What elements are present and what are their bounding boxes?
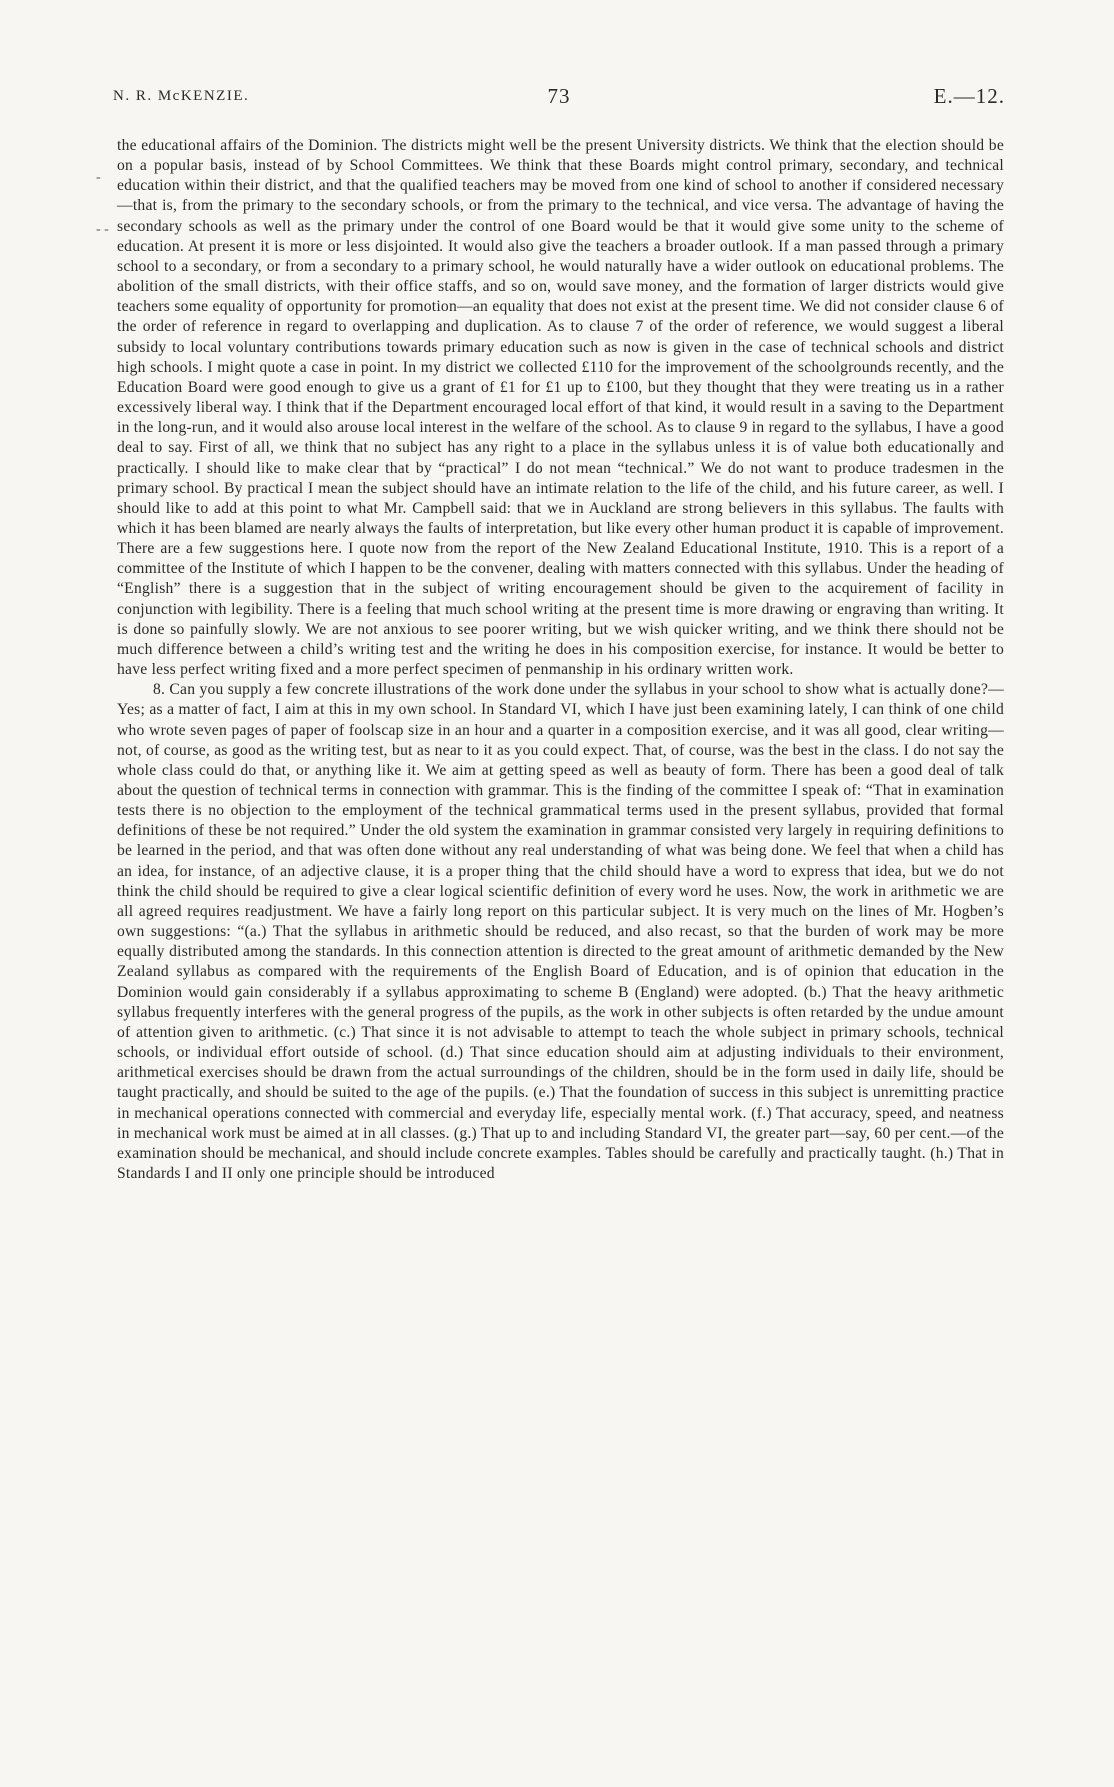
report-code: E.—12. xyxy=(933,84,1005,108)
paragraph: 8. Can you supply a few concrete illustrations of the work done under the syllabus in your school to show what is actually done?—Yes; as a matter of fact, I aim at this in my own school. In Standard VI, which I have just been examining lately, I can think of one child who wrote seven pages of paper of foolscap size in an hour and a quarter in a composition exercise, and it was all good, clear writing—not, of course, as good as the writing test, but as near to it as you could expect. That, of course, was the best in the class. I do not say the whole class could do that, or anything like it. We aim at getting speed as well as beauty of form. There has been a good deal of talk about the question of technical terms in connection with grammar. This is the finding of the committee I speak of: “That in examination tests there is no objection to the employment of the technical grammatical terms used in the present syllabus, provided that formal definitions of these be not required.” Under the old system the examination in grammar consisted very largely in requiring definitions to be learned in the period, and that was often done without any real understanding of what was being done. We feel that when a child has an idea, for instance, of an adjective clause, it is a proper thing that the child should have a word to express that idea, but we do not think the child should be required to give a clear logical scientific definition of every word he uses. Now, the work in arithmetic we are all agreed requires readjustment. We have a fairly long report on this particular subject. It is very much on the lines of Mr. Hogben’s own suggestions: “(a.) That the syllabus in arithmetic should be reduced, and also recast, so that the burden of work may be more equally distributed among the standards. In this connection attention is directed to the great amount of arithmetic demanded by the New Zealand syllabus as compared with the requirements of the English Board of Education, and is of opinion that education in the Dominion would gain considerably if a syllabus approximating to scheme B (England) were adopted. (b.) That the heavy arithmetic syllabus frequently interferes with the general progress of the pupils, as the work in other subjects is often retarded by the undue amount of attention given to arithmetic. (c.) That since it is not advisable to attempt to teach the whole subject in primary schools, technical schools, or individual effort outside of school. (d.) That since education should aim at adjusting individuals to their environment, arithmetical exercises should be drawn from the actual surroundings of the children, should be in the form used in daily life, should be taught practically, and should be suited to the age of the pupils. (e.) That the foundation of success in this subject is unremitting practice in mechanical operations connected with commercial and everyday life, especially mental work. (f.) That accuracy, speed, and neatness in mechanical work must be aimed at in all classes. (g.) That up to and including Standard VI, the greater part—say, 60 per cent.—of the examination should be mechanical, and should include concrete examples. Tables should be carefully and practically taught. (h.) That in Standards I and II only one principle should be introduced xyxy=(117,681,1004,1182)
page-number: 73 xyxy=(547,84,571,108)
paragraph: the educational affairs of the Dominion. The districts might well be the present University districts. We think that the election should be on a popular basis, instead of by School Committees. We think that these Boards might control primary, secondary, and technical education within their district, and that the qualified teachers may be moved from one kind of school to another if considered necessary—that is, from the primary to the secondary schools, or from the primary to the technical, and vice versa. The advantage of having the secondary schools as well as the primary under the control of one Board would be that it would give some unity to the scheme of education. At present it is more or less disjointed. It would also give the teachers a broader outlook. If a man passed through a primary school to a secondary, or from a secondary to a primary school, he would naturally have a wider outlook on educational problems. The abolition of the small districts, with their office staffs, and so on, would save money, and the formation of larger districts would give teachers some equality of opportunity for promotion—an equality that does not exist at the present time. We did not consider clause 6 of the order of reference in regard to overlapping and duplication. As to clause 7 of the order of reference, we would suggest a liberal subsidy to local voluntary contributions towards primary education such as now is given in the case of technical schools and district high schools. I might quote a case in point. In my district we collected £110 for the improvement of the schoolgrounds recently, and the Education Board were good enough to give us a grant of £1 for £1 up to £100, but they thought that they were treating us in a rather excessively liberal way. I think that if the Department encouraged local effort of that kind, it would result in a saving to the Department in the long-run, and it would also arouse local interest in the welfare of the school. As to clause 9 in regard to the syllabus, I have a good deal to say. First of all, we think that no subject has any right to a place in the syllabus unless it is of value both educationally and practically. I should like to make clear that by “practical” I do not mean “technical.” We do not want to produce tradesmen in the primary school. By practical I mean the subject should have an intimate relation to the life of the child, and his future career, as well. I should like to add at this point to what Mr. Campbell said: that we in Auckland are strong believers in this syllabus. The faults with which it has been blamed are nearly always the faults of interpretation, but like every other human product it is capable of improvement. There are a few suggestions here. I quote now from the report of the New Zealand Educational Institute, 1910. This is a report of a committee of the Institute of which I happen to be the convener, dealing with matters connected with this syllabus. Under the heading of “English” there is a suggestion that in the subject of writing encouragement should be given to the acquirement of facility in conjunction with legibility. There is a feeling that much school writing at the present time is more drawing or engraving than writing. It is done so painfully slowly. We are not anxious to see poorer writing, but we wish quicker writing, and we think there should not be much difference between a child’s writing test and the writing he does in his composition exercise, for instance. It would be better to have less perfect writing fixed and a more perfect specimen of penmanship in his ordinary written work. xyxy=(117,137,1004,679)
header-author: N. R. McKENZIE. xyxy=(113,88,250,104)
margin-mark: ‑ ‑ xyxy=(96,222,109,237)
margin-mark: ‑ xyxy=(96,170,101,185)
body-text xyxy=(117,136,1004,1184)
page-header xyxy=(113,82,1005,112)
